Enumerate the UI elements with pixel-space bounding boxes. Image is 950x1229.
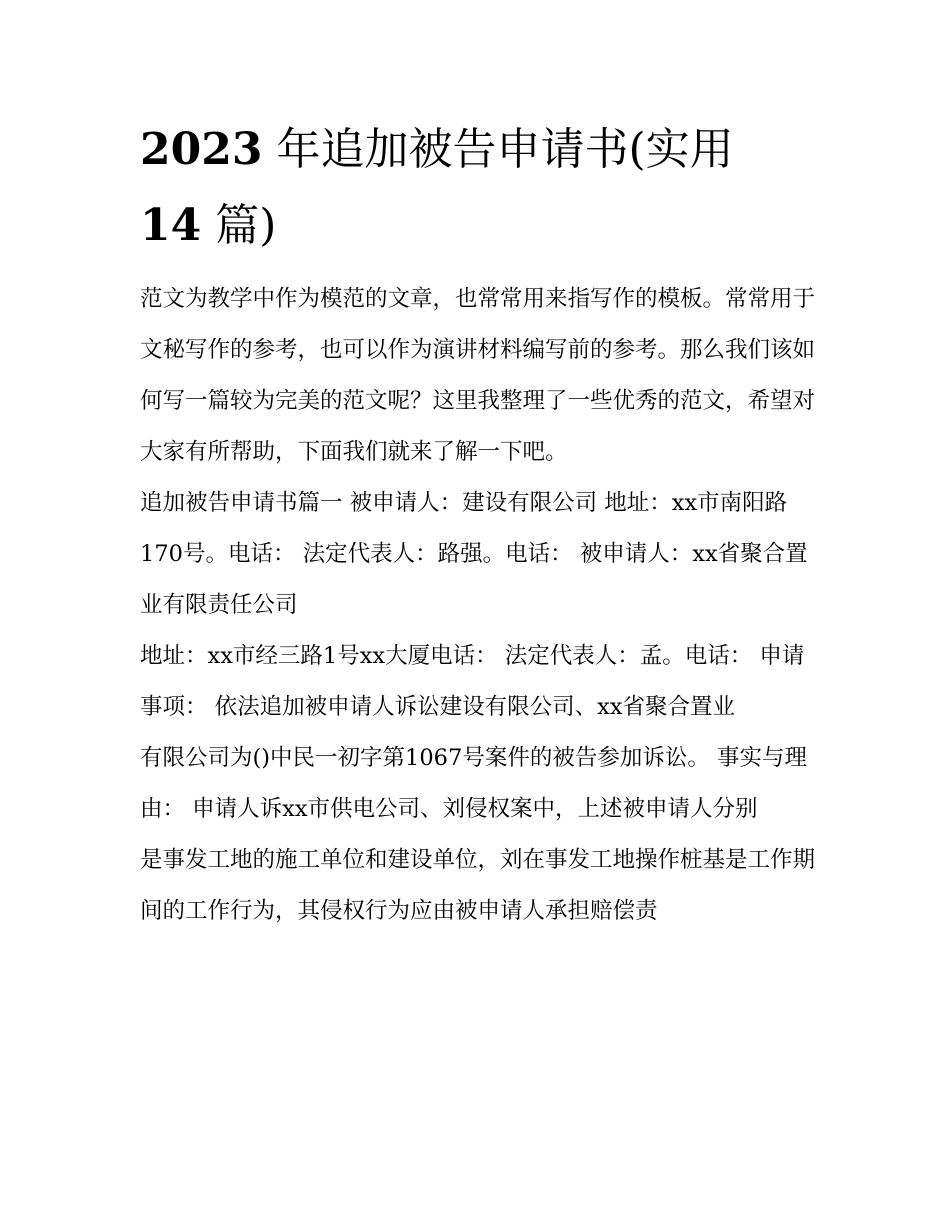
paragraph-case-facts: 有限公司为()中民一初字第1067号案件的被告参加诉讼。 事实与理由： 申请人诉xx市供电公司、刘侵权案中，上述被申请人分别: [140, 745, 807, 822]
paragraph-liability: 是事发工地的施工单位和建设单位，刘在事发工地操作桩基是工作期间的工作行为，其侵权行为应由被申请人承担赔偿责: [140, 847, 816, 924]
title-count: 14: [140, 200, 202, 251]
paragraph-address-request: 地址：xx市经三路1号xx大厦电话： 法定代表人：孟。电话： 申请事项： 依法追加被申请人诉讼建设有限公司、xx省聚合置业: [140, 643, 805, 720]
document-title: [140, 112, 820, 264]
title-text: 年追加被告申请书(实用: [276, 124, 734, 175]
title-year: 2023: [140, 124, 263, 175]
document-body: [140, 274, 820, 937]
paragraph-intro: 范文为教学中作为模范的文章，也常常用来指写作的模板。常常用于文秘写作的参考，也可以作为演讲材料编写前的参考。那么我们该如何写一篇较为完美的范文呢？这里我整理了一些优秀的范文，希望对大家有所帮助，下面我们就来了解一下吧。: [140, 286, 816, 465]
title-suffix: 篇): [215, 200, 277, 251]
paragraph-respondents: 追加被告申请书篇一 被申请人：建设有限公司 地址：xx市南阳路170号。电话： 法定代表人：路强。电话： 被申请人：xx省聚合置业有限责任公司: [140, 490, 808, 618]
